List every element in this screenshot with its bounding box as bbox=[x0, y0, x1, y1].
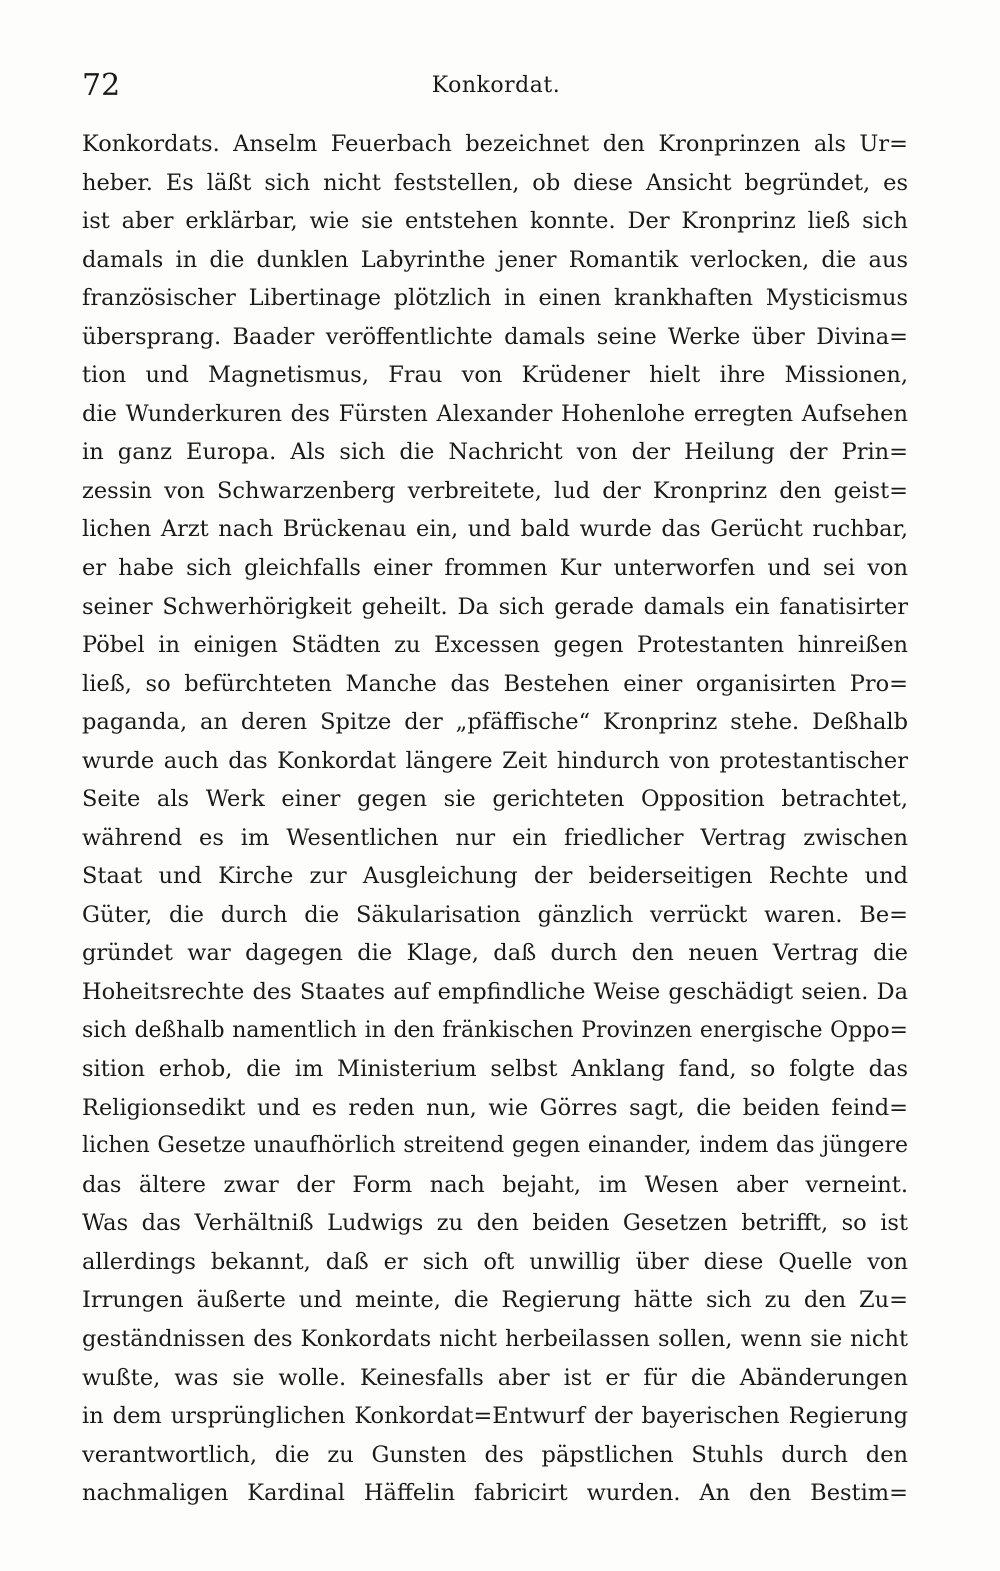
text-line: Pöbel in einigen Städten zu Excessen gegen Protestanten hinreißen bbox=[82, 632, 908, 659]
text-line: tion und Magnetismus, Frau von Krüdener hielt ihre Missionen, bbox=[82, 362, 908, 389]
text-line: heber. Es läßt sich nicht feststellen, ob diese Ansicht begründet, es bbox=[82, 169, 908, 196]
text-line: während es im Wesentlichen nur ein friedlicher Vertrag zwischen bbox=[82, 824, 908, 851]
page-number: 72 bbox=[82, 68, 121, 103]
text-line: sition erhob, die im Ministerium selbst Anklang fand, so folgte das bbox=[82, 1056, 908, 1083]
text-line: geständnissen des Konkordats nicht herbeilassen sollen, wenn sie nicht bbox=[82, 1325, 908, 1352]
text-line: lichen Arzt nach Brückenau ein, und bald wurde das Gerücht ruchbar, bbox=[82, 516, 908, 543]
page-header bbox=[82, 66, 910, 106]
text-line: ließ, so befürchteten Manche das Bestehen einer organisirten Pro= bbox=[82, 670, 908, 697]
text-line: Was das Verhältniß Ludwigs zu den beiden Gesetzen betrifft, so ist bbox=[82, 1210, 908, 1237]
text-line: gründet war dagegen die Klage, daß durch den neuen Vertrag die bbox=[82, 940, 908, 967]
text-line: Religionsedikt und es reden nun, wie Görres sagt, die beiden feind= bbox=[82, 1094, 908, 1121]
text-line: das ältere zwar der Form nach bejaht, im Wesen aber verneint. bbox=[82, 1171, 908, 1198]
text-line: Irrungen äußerte und meinte, die Regierung hätte sich zu den Zu= bbox=[82, 1287, 908, 1314]
text-line: damals in die dunklen Labyrinthe jener Romantik verlocken, die aus bbox=[82, 246, 908, 273]
text-line: Hoheitsrechte des Staates auf empfindliche Weise geschädigt seien. Da bbox=[82, 979, 908, 1006]
text-line: Seite als Werk einer gegen sie gerichteten Opposition betrachtet, bbox=[82, 786, 908, 813]
text-line: übersprang. Baader veröffentlichte damals seine Werke über Divina= bbox=[82, 323, 908, 350]
text-line: wurde auch das Konkordat längere Zeit hindurch von protestantischer bbox=[82, 747, 908, 774]
text-line: die Wunderkuren des Fürsten Alexander Hohenlohe erregten Aufsehen bbox=[82, 400, 908, 427]
text-line: verantwortlich, die zu Gunsten des päpstlichen Stuhls durch den bbox=[82, 1441, 908, 1468]
text-line: seiner Schwerhörigkeit geheilt. Da sich gerade damals ein fanatisirter bbox=[82, 593, 908, 620]
text-line: lichen Gesetze unaufhörlich streitend gegen einander, indem das jüngere bbox=[82, 1133, 908, 1159]
text-line: französischer Libertinage plötzlich in einen krankhaften Mysticismus bbox=[82, 285, 908, 312]
text-line: ist aber erklärbar, wie sie entstehen konnte. Der Kronprinz ließ sich bbox=[82, 208, 908, 235]
text-line: paganda, an deren Spitze der „pfäffische“ Kronprinz stehe. Deßhalb bbox=[82, 709, 908, 736]
text-line: Güter, die durch die Säkularisation gänzlich verrückt waren. Be= bbox=[82, 901, 908, 928]
text-line: zessin von Schwarzenberg verbreitete, lud der Kronprinz den geist= bbox=[82, 477, 908, 504]
text-line: Konkordats. Anselm Feuerbach bezeichnet den Kronprinzen als Ur= bbox=[82, 131, 908, 157]
text-line: allerdings bekannt, daß er sich oft unwillig über diese Quelle von bbox=[82, 1248, 908, 1275]
text-line: nachmaligen Kardinal Häffelin fabricirt wurden. An den Bestim= bbox=[82, 1480, 908, 1507]
text-line: sich deßhalb namentlich in den fränkischen Provinzen energische Oppo= bbox=[82, 1017, 908, 1043]
text-line: er habe sich gleichfalls einer frommen Kur unterworfen und sei von bbox=[82, 555, 908, 582]
text-line: Staat und Kirche zur Ausgleichung der beiderseitigen Rechte und bbox=[82, 863, 908, 890]
text-line: wußte, was sie wolle. Keinesfalls aber ist er für die Abänderungen bbox=[82, 1364, 908, 1391]
text-line: in dem ursprünglichen Konkordat=Entwurf der bayerischen Regierung bbox=[82, 1403, 908, 1430]
text-line: in ganz Europa. Als sich die Nachricht von der Heilung der Prin= bbox=[82, 439, 908, 466]
body-text bbox=[82, 125, 908, 1513]
running-title: Konkordat. bbox=[431, 73, 561, 98]
